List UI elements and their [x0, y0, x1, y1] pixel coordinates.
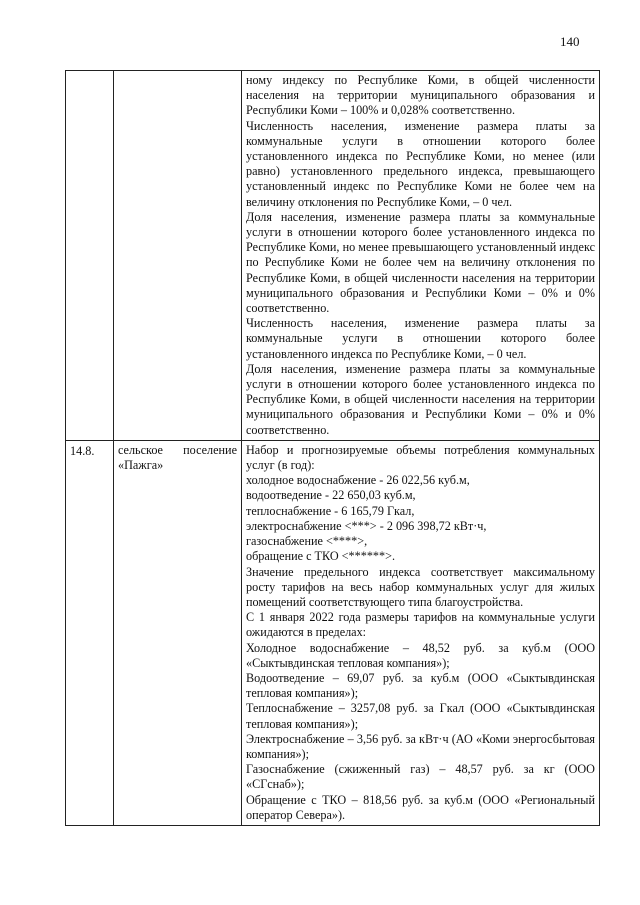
tariff-item: Холодное водоснабжение – 48,52 руб. за куб.м (ООО «Сыктывдинская тепловая компания»); — [246, 640, 595, 670]
page-number: 140 — [560, 34, 580, 49]
tariff-item: Теплоснабжение – 3257,08 руб. за Гкал (ООО «Сыктывдинская тепловая компания»); — [246, 701, 595, 731]
table-row — [66, 71, 600, 441]
tariff-item: Обращение с ТКО – 818,56 руб. за куб.м (ООО «Региональный оператор Севера»). — [246, 792, 595, 822]
tariff-item: Электроснабжение – 3,56 руб. за кВт·ч (АО «Коми энергосбытовая компания»); — [246, 731, 595, 761]
settlement-name: сельское поселение «Пажга» — [114, 440, 242, 825]
paragraph: С 1 января 2022 года размеры тарифов на коммунальные услуги ожидаются в пределах: — [246, 610, 595, 640]
row-content-cell — [242, 71, 600, 441]
table-row — [66, 440, 600, 825]
tariff-item: Газоснабжение (сжиженный газ) – 48,57 руб. за кг (ООО «СГснаб»); — [246, 762, 595, 792]
tariff-table — [65, 70, 600, 826]
row-name-cell — [114, 71, 242, 441]
paragraph: ному индексу по Республике Коми, в общей численности населения на территории муниципального образования и Республики Коми – 100% и 0,028% соответственно. — [246, 73, 595, 118]
paragraph: Численность населения, изменение размера платы за коммунальные услуги в отношении которого более установленного индекса по Республике Коми, но менее (или равно) установленного предельного индекса, превышающего установленный индекс по Республике Коми не более чем на величину отклонения по Республике Коми, – 0 чел. — [246, 118, 595, 209]
volume-item: водоотведение - 22 650,03 куб.м, — [246, 488, 416, 503]
volume-item: электроснабжение <***> - 2 096 398,72 кВт·ч, — [246, 518, 487, 533]
volume-item: теплоснабжение - 6 165,79 Гкал, — [246, 503, 415, 518]
row-number-cell — [66, 71, 114, 441]
row-number: 14.8. — [66, 440, 114, 825]
paragraph: Доля населения, изменение размера платы за коммунальные услуги в отношении которого более установленного индекса по Республике Коми, но менее превышающего установленный индекс по Республике Коми не более чем на величину отклонения по Республике Коми, в общей численности населения на территории муниципального образования и Республики Коми – 0% и 0% соответственно. — [246, 209, 595, 316]
paragraph: Значение предельного индекса соответствует максимальному росту тарифов на весь набор коммунальных услуг для жилых помещений соответствующего типа благоустройства. — [246, 564, 595, 609]
volume-item: обращение с ТКО <******>. — [246, 549, 396, 564]
volume-item: газоснабжение <****>, — [246, 534, 368, 549]
paragraph: Доля населения, изменение размера платы за коммунальные услуги в отношении которого более установленного индекса по Республике Коми, в общей численности населения на территории муниципального образования и Республики Коми – 0% и 0% соответственно. — [246, 361, 595, 437]
tariff-item: Водоотведение – 69,07 руб. за куб.м (ООО «Сыктывдинская тепловая компания»); — [246, 670, 595, 701]
volumes-intro: Набор и прогнозируемые объемы потребления коммунальных услуг (в год): — [246, 442, 595, 473]
paragraph: Численность населения, изменение размера платы за коммунальные услуги в отношении которого более установленного индекса по Республике Коми, – 0 чел. — [246, 316, 595, 361]
row-content-cell — [242, 440, 600, 825]
volume-item: холодное водоснабжение - 26 022,56 куб.м, — [246, 473, 470, 488]
